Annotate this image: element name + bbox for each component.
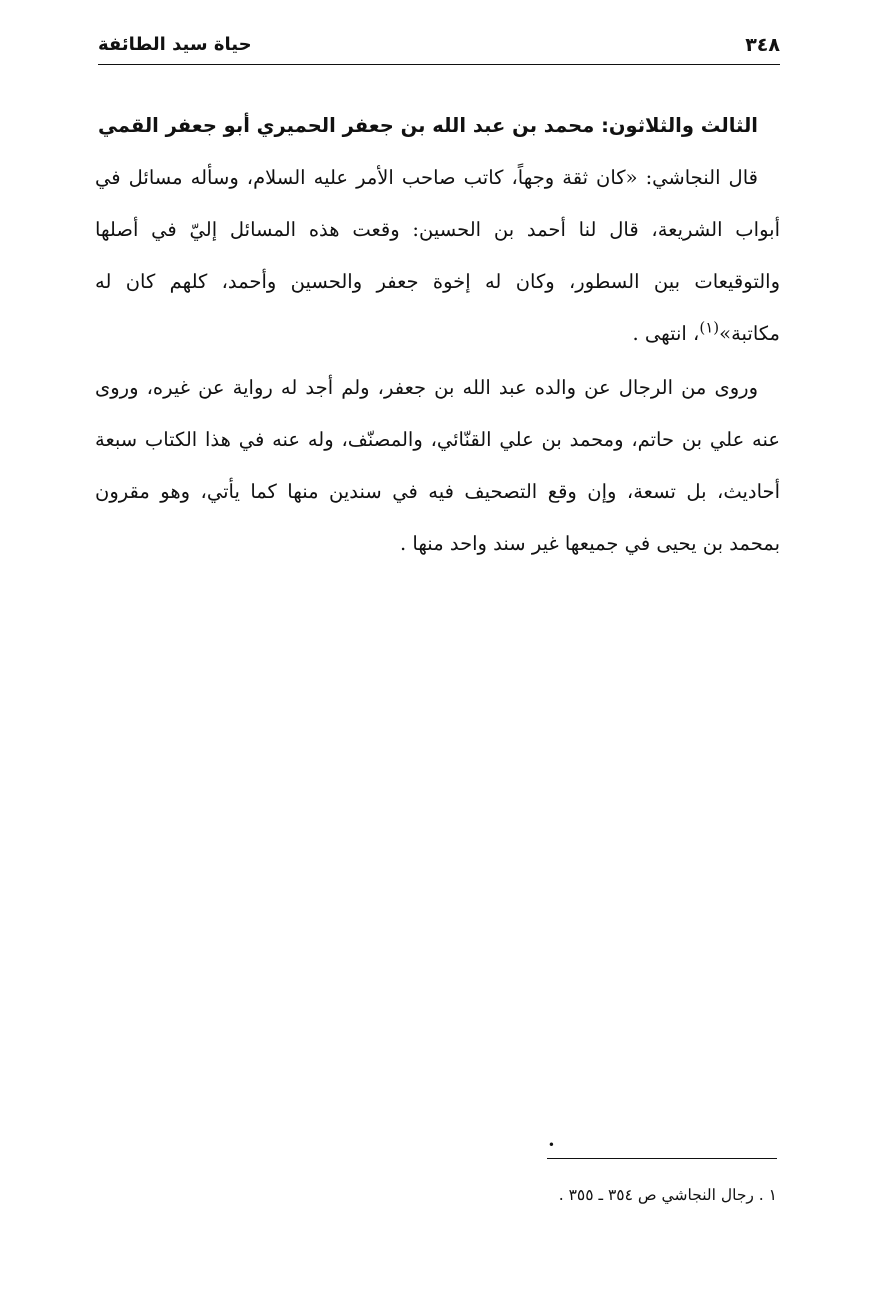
paragraph-narrations: وروى من الرجال عن والده عبد الله بن جعفر، ولم أجد له رواية عن غيره، وروى عنه علي بن حاتم، ومحمد بن علي القنّائي، والمصنّف، وله عنه في هذا الكتاب سبعة أحاديث، بل تسعة، وإن وقع التصحيف فيه في سندين منها كما يأتي، وهو مقرون بمحمد بن يحيى في جميعها غير سند واحد منها . bbox=[95, 376, 780, 555]
paragraph-ending: ، انتهى . bbox=[632, 322, 700, 345]
running-title: حياة سيد الطائفة bbox=[98, 34, 252, 55]
page-header bbox=[98, 32, 780, 65]
footnote-item: ١ . رجال النجاشي ص ٣٥٤ ـ ٣٥٥ . bbox=[558, 1186, 777, 1204]
main-text bbox=[95, 100, 780, 570]
paragraph-najashi-quote bbox=[95, 152, 780, 360]
footnote-reference[interactable]: (١) bbox=[699, 318, 720, 337]
footnote-divider bbox=[547, 1158, 777, 1159]
page-number: ٣٤٨ bbox=[745, 34, 780, 56]
footnote-dot-mark: • bbox=[547, 1138, 555, 1152]
paragraph-text: قال النجاشي: «كان ثقة وجهاً، كاتب صاحب الأمر عليه السلام، وسأله مسائل في أبواب الشريعة، قال لنا أحمد بن الحسين: وقعت هذه المسائل إليّ في أصلها والتوقيعات بين السطور، وكان له إخوة جعفر والحسين وأحمد، كلهم كان له مكاتبة» bbox=[95, 166, 780, 345]
entry-heading: الثالث والثلاثون: محمد بن عبد الله بن جعفر الحميري أبو جعفر القمي bbox=[98, 114, 758, 137]
